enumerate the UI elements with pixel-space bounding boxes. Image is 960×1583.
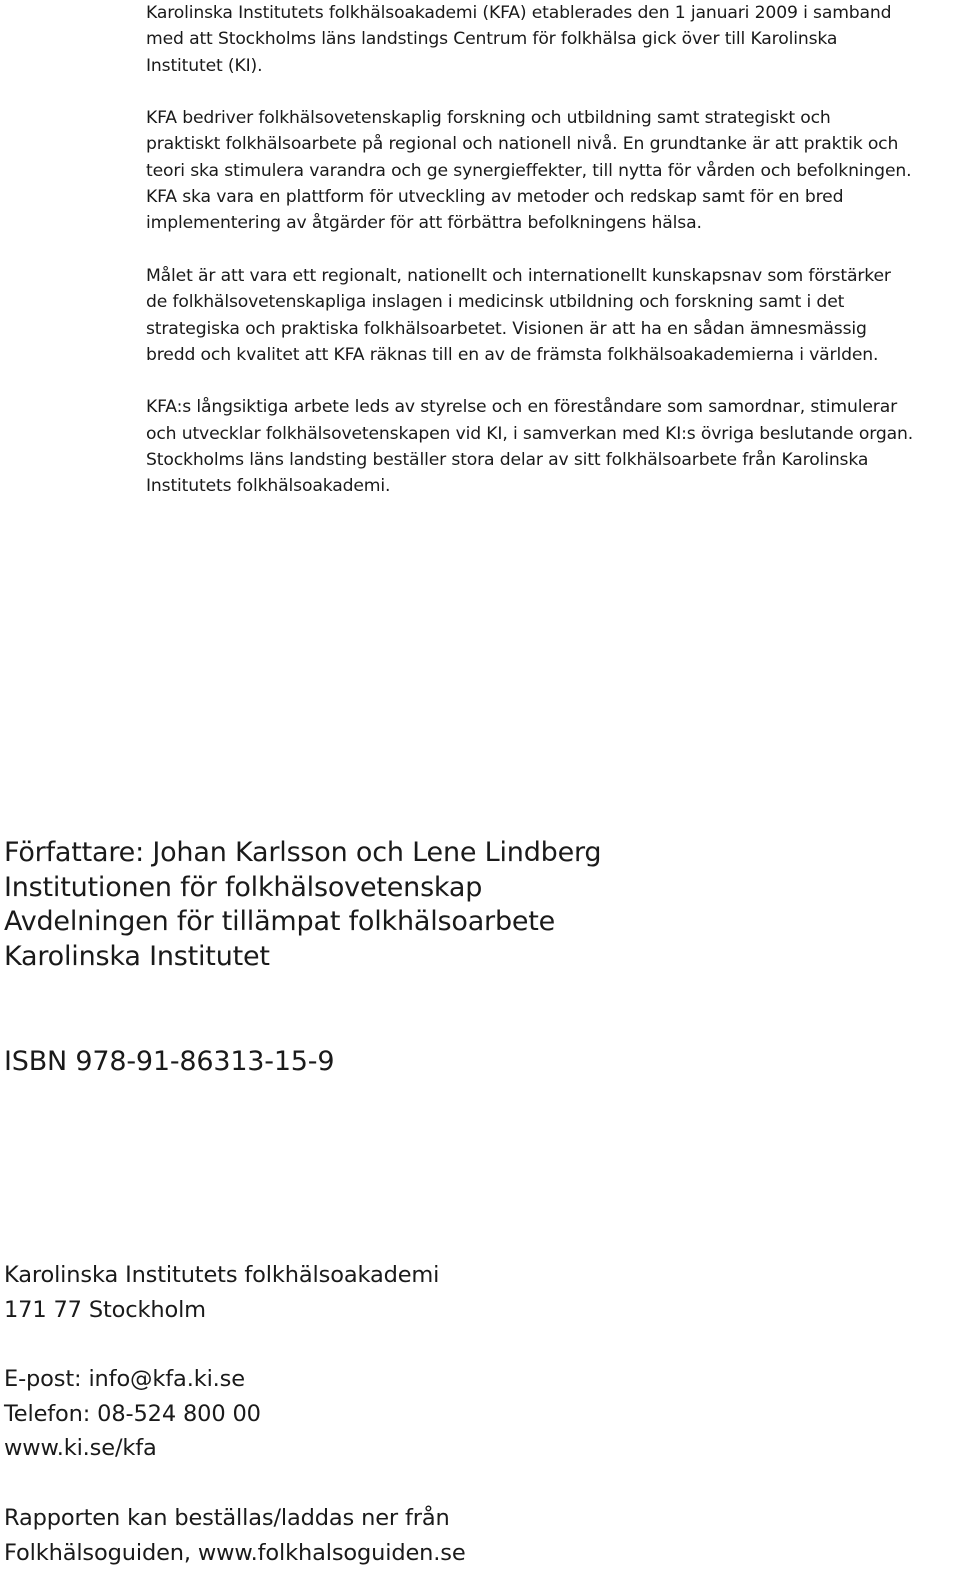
phone-line: Telefon: 08-524 800 00 (4, 1400, 261, 1427)
paragraph-gap (146, 368, 946, 394)
author-credits (4, 836, 944, 975)
institution-line: Institutionen för folkhälsovetenskap (4, 871, 483, 903)
intro-p3-line2: de folkhälsovetenskapliga inslagen i medicinsk utbildning och forskning samt i det (146, 292, 845, 313)
intro-p2-line2: praktiskt folkhälsoarbete på regional och nationell nivå. En grundtanke är att praktik och (146, 134, 899, 155)
contact-block (4, 1362, 944, 1466)
intro-p4-line4: Institutets folkhälsoakademi. (146, 476, 391, 497)
order-line-2: Folkhälsoguiden, www.folkhalsoguiden.se (4, 1539, 466, 1566)
intro-p4-line1: KFA:s långsiktiga arbete leds av styrelse och en föreståndare som samordnar, stimulerar (146, 397, 898, 418)
organization-name: Karolinska Institutets folkhälsoakademi (4, 1262, 440, 1288)
authors-line: Författare: Johan Karlsson och Lene Lindberg (4, 837, 602, 868)
intro-p2-line3: teori ska stimulera varandra och ge synergieffekter, till nytta för vården och befolkningen. (146, 160, 912, 181)
website-line: www.ki.se/kfa (4, 1435, 157, 1462)
intro-text (146, 0, 946, 500)
address-block (4, 1258, 944, 1327)
isbn-line: ISBN 978-91-86313-15-9 (4, 1046, 335, 1077)
order-line-1: Rapporten kan beställas/laddas ner från (4, 1505, 450, 1531)
isbn-block (4, 1045, 944, 1080)
intro-p1-line1: Karolinska Institutets folkhälsoakademi (KFA) etablerades den 1 januari 2009 i samband (146, 3, 892, 23)
email-line: E-post: info@kfa.ki.se (4, 1366, 245, 1392)
intro-p3-line3: strategiska och praktiska folkhälsoarbetet. Visionen är att ha en sådan ämnesmässig (146, 318, 867, 339)
intro-p4-line2: och utvecklar folkhälsovetenskapen vid KI, i samverkan med KI:s övriga beslutande organ. (146, 423, 914, 444)
intro-p1-line2: med att Stockholms läns landstings Centrum för folkhälsa gick över till Karolinska (146, 29, 838, 50)
intro-p2-line5: implementering av åtgärder för att förbättra befolkningens hälsa. (146, 213, 702, 234)
intro-p2-line1: KFA bedriver folkhälsovetenskaplig forskning och utbildning samt strategiskt och (146, 108, 831, 129)
intro-p1-line3: Institutet (KI). (146, 55, 263, 76)
order-info-block (4, 1501, 944, 1570)
department-line: Avdelningen för tillämpat folkhälsoarbete (4, 906, 556, 938)
intro-p3-line4: bredd och kvalitet att KFA räknas till en av de främsta folkhälsoakademierna i världen. (146, 344, 879, 365)
intro-p2-line4: KFA ska vara en plattform för utveckling av metoder och redskap samt för en bred (146, 187, 844, 208)
paragraph-gap (146, 237, 946, 263)
university-line: Karolinska Institutet (4, 941, 270, 973)
intro-p3-line1: Målet är att vara ett regionalt, nationellt och internationellt kunskapsnav som förstärker (146, 265, 891, 286)
paragraph-gap (146, 79, 946, 105)
intro-p4-line3: Stockholms läns landsting beställer stora delar av sitt folkhälsoarbete från Karolinska (146, 450, 869, 471)
postal-address: 171 77 Stockholm (4, 1296, 206, 1323)
